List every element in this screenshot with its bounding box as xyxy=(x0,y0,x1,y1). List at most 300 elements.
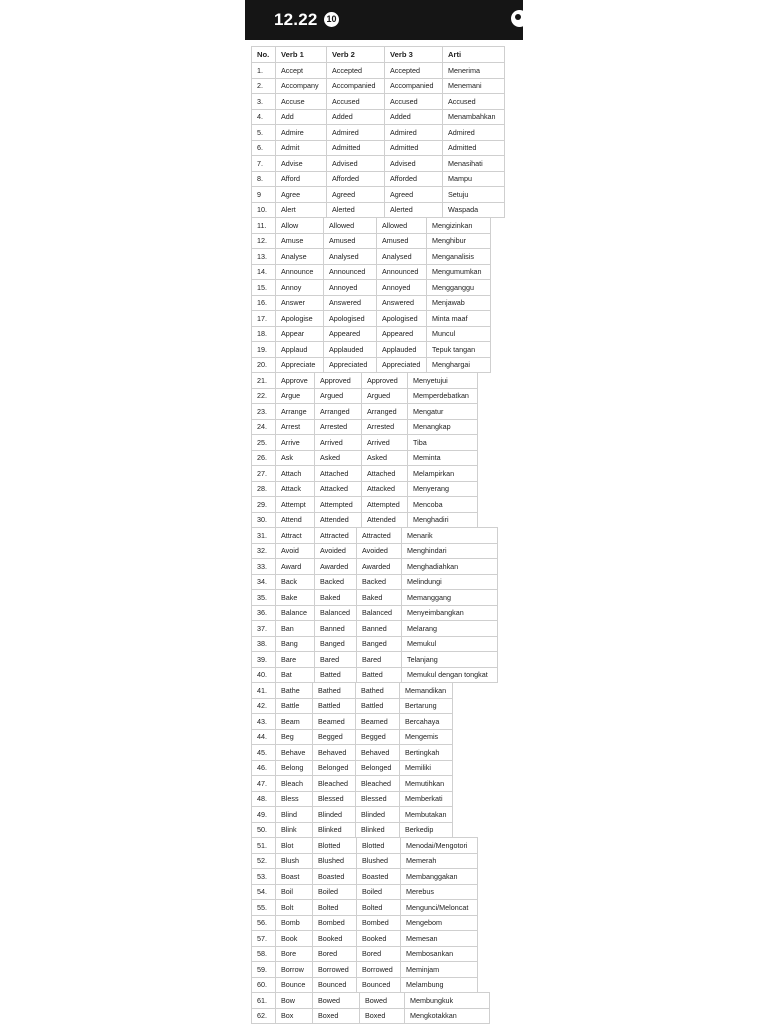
col-no-cell: 25. xyxy=(252,435,276,451)
col-verb3-cell: Alerted xyxy=(385,202,443,218)
col-verb2-cell: Alerted xyxy=(327,202,385,218)
table-row xyxy=(252,714,453,730)
col-verb1-cell: Bang xyxy=(276,636,315,652)
col-arti-cell: Memukul xyxy=(402,636,498,652)
col-verb3-cell: Attached xyxy=(362,466,408,482)
col-arti-cell: Merebus xyxy=(401,884,478,900)
col-verb2-cell: Avoided xyxy=(315,543,357,559)
table-row xyxy=(252,512,478,528)
col-verb2-cell: Blushed xyxy=(313,853,357,869)
col-verb2-cell: Banged xyxy=(315,636,357,652)
col-verb3-cell: Baked xyxy=(357,590,402,606)
col-verb3-cell: Boiled xyxy=(357,884,401,900)
table-row xyxy=(252,125,505,141)
col-verb3-cell: Admired xyxy=(385,125,443,141)
col-arti-cell: Meminjam xyxy=(401,962,478,978)
col-verb1-cell: Bake xyxy=(276,590,315,606)
table-row xyxy=(252,559,498,575)
col-no-cell: 8. xyxy=(252,171,276,187)
col-no-cell: 23. xyxy=(252,404,276,420)
col-verb2-cell: Approved xyxy=(315,373,362,389)
header-col-verb3: Verb 3 xyxy=(385,47,443,63)
col-verb3-cell: Booked xyxy=(357,931,401,947)
col-verb1-cell: Boil xyxy=(276,884,313,900)
col-arti-cell: Mengatur xyxy=(408,404,478,420)
col-arti-cell: Meminta xyxy=(408,450,478,466)
table-row xyxy=(252,698,453,714)
col-no-cell: 12. xyxy=(252,233,276,249)
col-verb3-cell: Asked xyxy=(362,450,408,466)
verb-table-block xyxy=(251,682,453,838)
col-verb1-cell: Attack xyxy=(276,481,315,497)
col-verb1-cell: Amuse xyxy=(276,233,324,249)
col-no-cell: 1. xyxy=(252,63,276,79)
col-verb1-cell: Borrow xyxy=(276,962,313,978)
col-verb2-cell: Bombed xyxy=(313,915,357,931)
col-arti-cell: Mengemis xyxy=(400,729,453,745)
col-verb2-cell: Blinded xyxy=(313,807,356,823)
table-row xyxy=(252,791,453,807)
col-arti-cell: Memandikan xyxy=(400,683,453,699)
col-verb3-cell: Apologised xyxy=(377,311,427,327)
col-verb1-cell: Applaud xyxy=(276,342,324,358)
col-verb1-cell: Avoid xyxy=(276,543,315,559)
col-verb1-cell: Bore xyxy=(276,946,313,962)
col-arti-cell: Menerima xyxy=(443,63,505,79)
col-no-cell: 41. xyxy=(252,683,276,699)
col-verb2-cell: Attacked xyxy=(315,481,362,497)
col-verb1-cell: Attempt xyxy=(276,497,315,513)
col-no-cell: 45. xyxy=(252,745,276,761)
col-verb3-cell: Attacked xyxy=(362,481,408,497)
col-no-cell: 27. xyxy=(252,466,276,482)
col-verb3-cell: Bleached xyxy=(356,776,400,792)
col-no-cell: 19. xyxy=(252,342,276,358)
col-verb2-cell: Afforded xyxy=(327,171,385,187)
col-verb2-cell: Booked xyxy=(313,931,357,947)
col-arti-cell: Menghadiri xyxy=(408,512,478,528)
col-verb3-cell: Behaved xyxy=(356,745,400,761)
col-verb1-cell: Bounce xyxy=(276,977,313,993)
col-no-cell: 17. xyxy=(252,311,276,327)
table-row xyxy=(252,884,478,900)
col-verb1-cell: Boast xyxy=(276,869,313,885)
col-no-cell: 5. xyxy=(252,125,276,141)
col-no-cell: 10. xyxy=(252,202,276,218)
col-verb1-cell: Afford xyxy=(276,171,327,187)
col-no-cell: 32. xyxy=(252,543,276,559)
col-verb2-cell: Behaved xyxy=(313,745,356,761)
col-arti-cell: Memanggang xyxy=(402,590,498,606)
col-verb3-cell: Analysed xyxy=(377,249,427,265)
col-verb1-cell: Back xyxy=(276,574,315,590)
col-verb2-cell: Batted xyxy=(315,667,357,683)
col-no-cell: 50. xyxy=(252,822,276,838)
col-verb1-cell: Agree xyxy=(276,187,327,203)
col-verb2-cell: Annoyed xyxy=(324,280,377,296)
col-verb3-cell: Attended xyxy=(362,512,408,528)
table-row xyxy=(252,202,505,218)
col-no-cell: 55. xyxy=(252,900,276,916)
table-row xyxy=(252,621,498,637)
col-no-cell: 52. xyxy=(252,853,276,869)
table-row xyxy=(252,869,478,885)
table-row xyxy=(252,900,478,916)
col-no-cell: 36. xyxy=(252,605,276,621)
table-row xyxy=(252,776,453,792)
col-arti-cell: Admitted xyxy=(443,140,505,156)
col-verb1-cell: Beam xyxy=(276,714,313,730)
col-no-cell: 60. xyxy=(252,977,276,993)
col-no-cell: 61. xyxy=(252,993,276,1009)
col-verb2-cell: Blinked xyxy=(313,822,356,838)
col-verb3-cell: Batted xyxy=(357,667,402,683)
col-arti-cell: Berkedip xyxy=(400,822,453,838)
col-arti-cell: Menghadiahkan xyxy=(402,559,498,575)
col-arti-cell: Menasihati xyxy=(443,156,505,172)
col-verb3-cell: Afforded xyxy=(385,171,443,187)
col-verb2-cell: Asked xyxy=(315,450,362,466)
col-verb3-cell: Bolted xyxy=(357,900,401,916)
table-row xyxy=(252,528,498,544)
col-arti-cell: Membosankan xyxy=(401,946,478,962)
col-verb2-cell: Balanced xyxy=(315,605,357,621)
col-no-cell: 35. xyxy=(252,590,276,606)
verb-table-block xyxy=(251,46,505,218)
col-arti-cell: Memperdebatkan xyxy=(408,388,478,404)
table-row xyxy=(252,760,453,776)
col-verb1-cell: Bathe xyxy=(276,683,313,699)
col-verb1-cell: Attend xyxy=(276,512,315,528)
col-no-cell: 30. xyxy=(252,512,276,528)
col-no-cell: 11. xyxy=(252,218,276,234)
table-row xyxy=(252,636,498,652)
col-verb3-cell: Allowed xyxy=(377,218,427,234)
col-verb1-cell: Award xyxy=(276,559,315,575)
col-verb1-cell: Blind xyxy=(276,807,313,823)
col-arti-cell: Memukul dengan tongkat xyxy=(402,667,498,683)
col-no-cell: 26. xyxy=(252,450,276,466)
col-arti-cell: Menganalisis xyxy=(427,249,491,265)
table-row xyxy=(252,140,505,156)
col-verb1-cell: Attract xyxy=(276,528,315,544)
col-arti-cell: Menangkap xyxy=(408,419,478,435)
col-verb1-cell: Analyse xyxy=(276,249,324,265)
col-verb2-cell: Baked xyxy=(315,590,357,606)
col-verb2-cell: Bolted xyxy=(313,900,357,916)
table-row xyxy=(252,233,491,249)
verb-table-document xyxy=(251,46,505,1024)
table-row xyxy=(252,481,478,497)
col-verb2-cell: Beamed xyxy=(313,714,356,730)
col-verb1-cell: Advise xyxy=(276,156,327,172)
col-verb1-cell: Bat xyxy=(276,667,315,683)
col-verb2-cell: Boxed xyxy=(313,1008,360,1024)
col-verb3-cell: Accompanied xyxy=(385,78,443,94)
col-verb1-cell: Admire xyxy=(276,125,327,141)
col-verb2-cell: Agreed xyxy=(327,187,385,203)
col-verb2-cell: Awarded xyxy=(315,559,357,575)
col-no-cell: 42. xyxy=(252,698,276,714)
table-row xyxy=(252,574,498,590)
col-arti-cell: Setuju xyxy=(443,187,505,203)
col-verb3-cell: Bared xyxy=(357,652,402,668)
col-no-cell: 7. xyxy=(252,156,276,172)
col-verb1-cell: Bolt xyxy=(276,900,313,916)
col-verb1-cell: Battle xyxy=(276,698,313,714)
col-verb1-cell: Box xyxy=(276,1008,313,1024)
col-verb1-cell: Book xyxy=(276,931,313,947)
col-verb3-cell: Blinded xyxy=(356,807,400,823)
col-verb1-cell: Announce xyxy=(276,264,324,280)
col-verb3-cell: Borrowed xyxy=(357,962,401,978)
col-verb2-cell: Arrived xyxy=(315,435,362,451)
col-arti-cell: Melampirkan xyxy=(408,466,478,482)
table-row xyxy=(252,109,505,125)
table-row xyxy=(252,1008,490,1024)
col-arti-cell: Bercahaya xyxy=(400,714,453,730)
col-verb3-cell: Bowed xyxy=(360,993,405,1009)
col-verb3-cell: Advised xyxy=(385,156,443,172)
verb-table-block xyxy=(251,992,490,1024)
table-row xyxy=(252,388,478,404)
col-no-cell: 14. xyxy=(252,264,276,280)
col-no-cell: 28. xyxy=(252,481,276,497)
col-no-cell: 18. xyxy=(252,326,276,342)
col-verb3-cell: Added xyxy=(385,109,443,125)
col-verb2-cell: Announced xyxy=(324,264,377,280)
table-row xyxy=(252,590,498,606)
col-verb1-cell: Blink xyxy=(276,822,313,838)
col-verb1-cell: Belong xyxy=(276,760,313,776)
col-verb2-cell: Appreciated xyxy=(324,357,377,373)
col-verb3-cell: Battled xyxy=(356,698,400,714)
col-verb3-cell: Bounced xyxy=(357,977,401,993)
col-no-cell: 13. xyxy=(252,249,276,265)
table-row xyxy=(252,807,453,823)
col-verb2-cell: Attended xyxy=(315,512,362,528)
col-verb2-cell: Blessed xyxy=(313,791,356,807)
header-col-no: No. xyxy=(252,47,276,63)
col-no-cell: 38. xyxy=(252,636,276,652)
col-arti-cell: Memiliki xyxy=(400,760,453,776)
table-row xyxy=(252,962,478,978)
col-verb2-cell: Admitted xyxy=(327,140,385,156)
col-no-cell: 51. xyxy=(252,838,276,854)
col-verb3-cell: Attempted xyxy=(362,497,408,513)
status-bar xyxy=(245,0,523,40)
table-row xyxy=(252,543,498,559)
table-row xyxy=(252,63,505,79)
col-verb2-cell: Boasted xyxy=(313,869,357,885)
col-no-cell: 53. xyxy=(252,869,276,885)
col-verb3-cell: Banged xyxy=(357,636,402,652)
col-arti-cell: Membungkuk xyxy=(405,993,490,1009)
table-row xyxy=(252,187,505,203)
col-no-cell: 47. xyxy=(252,776,276,792)
table-row xyxy=(252,280,491,296)
table-row xyxy=(252,218,491,234)
col-verb3-cell: Amused xyxy=(377,233,427,249)
col-verb3-cell: Appeared xyxy=(377,326,427,342)
col-verb2-cell: Argued xyxy=(315,388,362,404)
col-arti-cell: Mengganggu xyxy=(427,280,491,296)
col-verb2-cell: Apologised xyxy=(324,311,377,327)
table-row xyxy=(252,605,498,621)
verb-table-block xyxy=(251,837,478,993)
col-verb1-cell: Arrest xyxy=(276,419,315,435)
notification-count-badge: 10 xyxy=(324,12,339,27)
col-verb2-cell: Begged xyxy=(313,729,356,745)
col-verb3-cell: Bored xyxy=(357,946,401,962)
col-verb2-cell: Appeared xyxy=(324,326,377,342)
col-verb1-cell: Ask xyxy=(276,450,315,466)
table-row xyxy=(252,78,505,94)
col-no-cell: 62. xyxy=(252,1008,276,1024)
col-verb1-cell: Apologise xyxy=(276,311,324,327)
col-arti-cell: Menghargai xyxy=(427,357,491,373)
table-row xyxy=(252,946,478,962)
table-row xyxy=(252,94,505,110)
col-verb1-cell: Arrive xyxy=(276,435,315,451)
col-no-cell: 21. xyxy=(252,373,276,389)
col-arti-cell: Menyerang xyxy=(408,481,478,497)
col-verb1-cell: Appear xyxy=(276,326,324,342)
col-arti-cell: Melarang xyxy=(402,621,498,637)
col-verb3-cell: Blotted xyxy=(357,838,401,854)
col-no-cell: 22. xyxy=(252,388,276,404)
col-verb3-cell: Agreed xyxy=(385,187,443,203)
col-verb1-cell: Accuse xyxy=(276,94,327,110)
col-arti-cell: Mengizinkan xyxy=(427,218,491,234)
col-no-cell: 44. xyxy=(252,729,276,745)
table-row xyxy=(252,264,491,280)
col-arti-cell: Mampu xyxy=(443,171,505,187)
col-verb2-cell: Backed xyxy=(315,574,357,590)
col-no-cell: 16. xyxy=(252,295,276,311)
col-verb3-cell: Avoided xyxy=(357,543,402,559)
col-no-cell: 58. xyxy=(252,946,276,962)
col-verb2-cell: Arrested xyxy=(315,419,362,435)
col-verb2-cell: Arranged xyxy=(315,404,362,420)
table-row xyxy=(252,915,478,931)
col-arti-cell: Memerah xyxy=(401,853,478,869)
col-verb3-cell: Balanced xyxy=(357,605,402,621)
table-row xyxy=(252,295,491,311)
col-verb1-cell: Alert xyxy=(276,202,327,218)
table-row xyxy=(252,419,478,435)
col-arti-cell: Membutakan xyxy=(400,807,453,823)
col-verb2-cell: Attached xyxy=(315,466,362,482)
col-verb1-cell: Annoy xyxy=(276,280,324,296)
col-verb3-cell: Applauded xyxy=(377,342,427,358)
col-verb1-cell: Accept xyxy=(276,63,327,79)
col-arti-cell: Menghibur xyxy=(427,233,491,249)
col-verb1-cell: Bomb xyxy=(276,915,313,931)
col-no-cell: 34. xyxy=(252,574,276,590)
table-row xyxy=(252,853,478,869)
col-arti-cell: Mengunci/Meloncat xyxy=(401,900,478,916)
col-no-cell: 9 xyxy=(252,187,276,203)
col-verb1-cell: Beg xyxy=(276,729,313,745)
col-verb2-cell: Applauded xyxy=(324,342,377,358)
col-verb3-cell: Blushed xyxy=(357,853,401,869)
col-verb1-cell: Behave xyxy=(276,745,313,761)
col-arti-cell: Memutihkan xyxy=(400,776,453,792)
table-row xyxy=(252,342,491,358)
col-verb2-cell: Analysed xyxy=(324,249,377,265)
col-no-cell: 48. xyxy=(252,791,276,807)
col-verb1-cell: Blush xyxy=(276,853,313,869)
col-arti-cell: Menjawab xyxy=(427,295,491,311)
table-row xyxy=(252,373,478,389)
col-verb2-cell: Allowed xyxy=(324,218,377,234)
col-no-cell: 20. xyxy=(252,357,276,373)
col-verb2-cell: Attempted xyxy=(315,497,362,513)
col-no-cell: 59. xyxy=(252,962,276,978)
col-arti-cell: Mencoba xyxy=(408,497,478,513)
col-verb2-cell: Bathed xyxy=(313,683,356,699)
col-verb3-cell: Boxed xyxy=(360,1008,405,1024)
col-verb1-cell: Arrange xyxy=(276,404,315,420)
header-col-verb2: Verb 2 xyxy=(327,47,385,63)
table-row xyxy=(252,156,505,172)
verb-table-block xyxy=(251,217,491,373)
col-no-cell: 2. xyxy=(252,78,276,94)
col-verb3-cell: Accepted xyxy=(385,63,443,79)
table-row xyxy=(252,745,453,761)
col-verb3-cell: Admitted xyxy=(385,140,443,156)
col-no-cell: 40. xyxy=(252,667,276,683)
col-arti-cell: Admired xyxy=(443,125,505,141)
col-arti-cell: Menyeimbangkan xyxy=(402,605,498,621)
col-verb2-cell: Accompanied xyxy=(327,78,385,94)
col-no-cell: 43. xyxy=(252,714,276,730)
col-verb3-cell: Begged xyxy=(356,729,400,745)
col-verb2-cell: Bored xyxy=(313,946,357,962)
col-arti-cell: Melindungi xyxy=(402,574,498,590)
col-verb3-cell: Attracted xyxy=(357,528,402,544)
table-row xyxy=(252,977,478,993)
header-col-arti: Arti xyxy=(443,47,505,63)
col-verb3-cell: Blinked xyxy=(356,822,400,838)
col-arti-cell: Mengumumkan xyxy=(427,264,491,280)
col-verb3-cell: Argued xyxy=(362,388,408,404)
col-verb2-cell: Boiled xyxy=(313,884,357,900)
col-no-cell: 3. xyxy=(252,94,276,110)
table-row xyxy=(252,683,453,699)
table-row xyxy=(252,450,478,466)
col-verb3-cell: Annoyed xyxy=(377,280,427,296)
col-verb1-cell: Blot xyxy=(276,838,313,854)
col-no-cell: 49. xyxy=(252,807,276,823)
table-row xyxy=(252,667,498,683)
col-verb3-cell: Arrived xyxy=(362,435,408,451)
col-no-cell: 57. xyxy=(252,931,276,947)
col-no-cell: 46. xyxy=(252,760,276,776)
col-verb2-cell: Battled xyxy=(313,698,356,714)
col-verb2-cell: Added xyxy=(327,109,385,125)
col-arti-cell: Muncul xyxy=(427,326,491,342)
col-arti-cell: Mengebom xyxy=(401,915,478,931)
table-row xyxy=(252,249,491,265)
col-verb1-cell: Bless xyxy=(276,791,313,807)
col-verb1-cell: Accompany xyxy=(276,78,327,94)
col-verb1-cell: Bleach xyxy=(276,776,313,792)
col-verb1-cell: Attach xyxy=(276,466,315,482)
verb-table-block xyxy=(251,372,478,528)
table-row xyxy=(252,466,478,482)
